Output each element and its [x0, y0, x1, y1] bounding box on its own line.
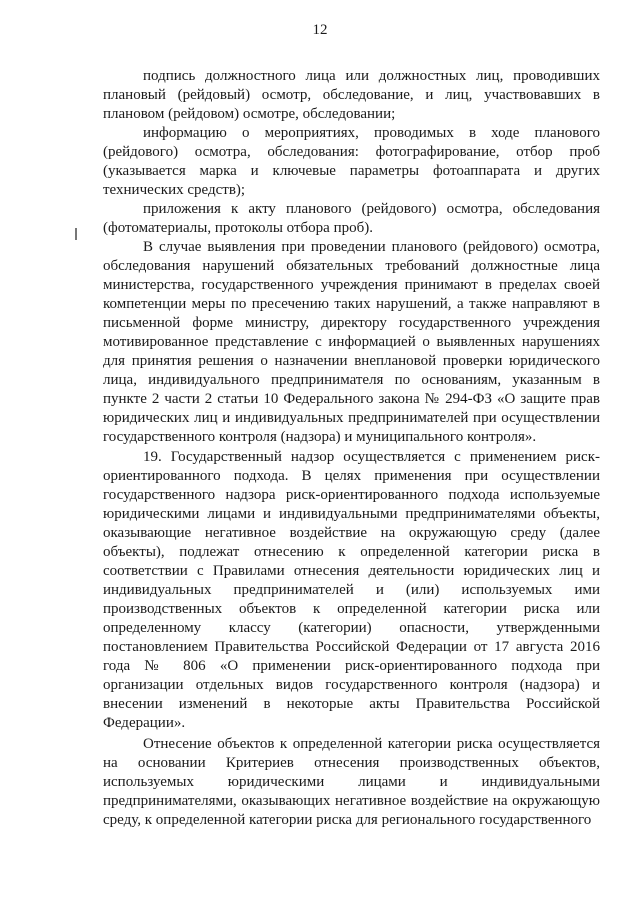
paragraph-risk-category-basis: Отнесение объектов к определенной категории риска осуществляется на основании Критериев отнесения производственных объектов, используемых юридическими лицами и индивидуальными предпринимателями, оказывающих негативное воздействие на окружающую среду, к определенной категории риска для регионального государственного [103, 736, 600, 828]
paragraph-19-risk-approach: 19. Государственный надзор осуществляется с применением риск-ориентированного подхода. В целях применения при осуществлении государственного надзора риск-ориентированного подхода используемые юридическими лицами и индивидуальными предпринимателями объекты, оказывающие негативное воздействие на окружающую среду (далее объекты), подлежат отнесению к определенной категории риска в соответствии с Правилами отнесения деятельности юридических лиц и индивидуальных предпринимателей и (или) используемых ими производственных объектов к определенной категории риска или определенному классу (категории) опасности, утвержденными постановлением Правительства Российской Федерации от 17 августа 2016 года № 806 «О применении риск-ориентированного подхода при организации отдельных видов государственного контроля (надзора) и внесении изменений в некоторые акты Правительства Российской Федерации». [103, 449, 600, 731]
paragraph-signature: подпись должностного лица или должностных лиц, проводивших плановый (рейдовый) осмотр, обследование, и лиц, участвовавших в плановом (рейдовом) осмотре, обследовании; [103, 68, 600, 122]
paragraph-attachments: приложения к акту планового (рейдового) осмотра, обследования (фотоматериалы, протоколы отбора проб). [103, 201, 600, 236]
scan-artifact-mark [75, 228, 77, 240]
page-number: 12 [312, 22, 328, 38]
document-body [103, 67, 600, 830]
paragraph-violations: В случае выявления при проведении планового (рейдового) осмотра, обследования нарушений обязательных требований должностные лица министерства, государственного учреждения принимают в пределах своей компетенции меры по пресечению таких нарушений, а также направляют в письменной форме министру, директору государственного учреждения мотивированное представление с информацией о выявленных нарушениях для принятия решения о назначении внеплановой проверки юридического лица, индивидуального предпринимателя по основаниям, указанным в пункте 2 части 2 статьи 10 Федерального закона № 294-ФЗ «О защите прав юридических лиц и индивидуальных предпринимателей при осуществлении государственного контроля (надзора) и муниципального контроля». [103, 239, 600, 445]
paragraph-activities-info: информацию о мероприятиях, проводимых в ходе планового (рейдового) осмотра, обследования: фотографирование, отбор проб (указывается марка и ключевые параметры фотоаппарата и других технических средств); [103, 125, 600, 198]
